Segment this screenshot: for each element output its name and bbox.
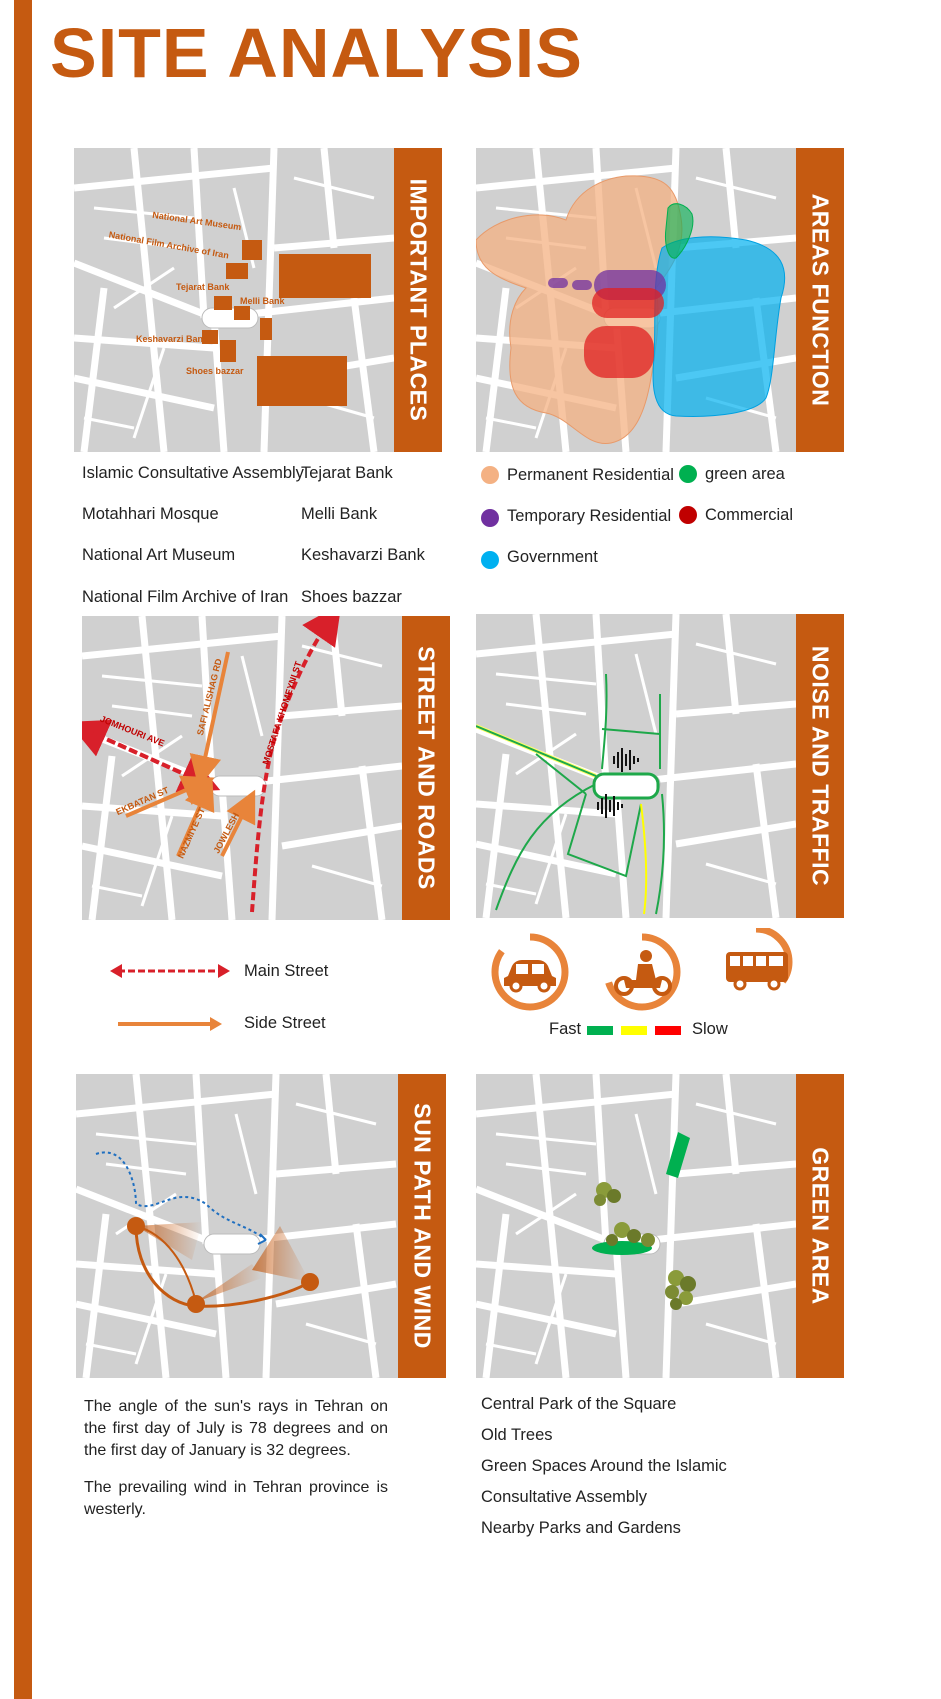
sun-angle-text: The angle of the sun's rays in Tehran on the first day of July is 78 degrees and on the first day of January is 32 degrees. bbox=[84, 1398, 388, 1459]
map-label-shoes: Shoes bazzar bbox=[186, 366, 244, 376]
legend-item: Shoes bazzar bbox=[301, 588, 402, 606]
map-label-jowlesh: JOWLESH bbox=[211, 811, 242, 855]
map-label-art-museum: National Art Museum bbox=[151, 209, 242, 233]
legend-dot-commercial bbox=[679, 506, 697, 524]
legend-item: Main Street bbox=[244, 962, 329, 980]
green-item: Green Spaces Around the Islamic bbox=[481, 1457, 727, 1475]
noise-traffic-map bbox=[476, 614, 796, 918]
legend-item: Permanent Residential bbox=[507, 466, 674, 484]
legend-dot-green bbox=[679, 465, 697, 483]
green-item: Central Park of the Square bbox=[481, 1395, 677, 1413]
tree-cluster-icon bbox=[665, 1270, 696, 1310]
building-marker bbox=[242, 240, 262, 260]
building-marker bbox=[257, 356, 347, 406]
green-item: Nearby Parks and Gardens bbox=[481, 1519, 681, 1537]
map-label-film-archive: National Film Archive of Iran bbox=[108, 229, 230, 261]
bus-icon bbox=[726, 952, 788, 989]
legend-item: Government bbox=[507, 548, 598, 566]
green-item: Consultative Assembly bbox=[481, 1488, 647, 1506]
tree-cluster-icon bbox=[594, 1182, 621, 1206]
areas-function-overlay bbox=[476, 148, 796, 452]
legend-item: Side Street bbox=[244, 1014, 326, 1032]
legend-item: Islamic Consultative Assembly bbox=[82, 464, 304, 482]
legend-item: Melli Bank bbox=[301, 505, 378, 523]
sun-wind-label: SUN PATH AND WIND bbox=[398, 1074, 446, 1378]
legend-item: Tejarat Bank bbox=[301, 464, 393, 482]
temporary-residential-zone bbox=[548, 278, 568, 288]
car-icon bbox=[504, 960, 556, 991]
map-label-melli: Melli Bank bbox=[240, 296, 285, 306]
sun-wind-overlay bbox=[76, 1074, 398, 1378]
speed-bar-slow bbox=[655, 1026, 681, 1035]
motorcycle-icon bbox=[616, 950, 670, 994]
legend-dot-temporary bbox=[481, 509, 499, 527]
temporary-residential-zone bbox=[572, 280, 592, 290]
green-area-overlay bbox=[476, 1074, 796, 1378]
map-label-tejarat: Tejarat Bank bbox=[176, 282, 230, 292]
important-places-map bbox=[74, 148, 394, 452]
wind-text: The prevailing wind in Tehran province is westerly. bbox=[84, 1479, 388, 1518]
legend-item: Commercial bbox=[705, 506, 794, 524]
legend-dot-government bbox=[481, 551, 499, 569]
speed-bar-fast bbox=[587, 1026, 613, 1035]
building-marker bbox=[226, 263, 248, 279]
legend-item: Keshavarzi Bank bbox=[301, 546, 425, 564]
important-places-overlay bbox=[74, 148, 394, 452]
sun-wind-map bbox=[76, 1074, 398, 1378]
noise-traffic-label: NOISE AND TRAFFIC bbox=[796, 614, 844, 918]
sound-wave-icon bbox=[614, 748, 638, 772]
map-label-nazmiye: NAZMIYE ST bbox=[175, 806, 207, 860]
important-places-label: IMPORTANT PLACES bbox=[394, 148, 442, 452]
left-accent-bar bbox=[14, 0, 32, 1699]
map-label-jomhouri: JOMHOURI AVE bbox=[98, 713, 166, 749]
map-label-keshavarzi: Keshavarzi Bank bbox=[136, 334, 209, 344]
green-area-map bbox=[476, 1074, 796, 1378]
legend-item: Temporary Residential bbox=[507, 507, 672, 525]
main-street-arrow bbox=[252, 620, 330, 912]
speed-bar-medium bbox=[621, 1026, 647, 1035]
main-street-arrow-icon bbox=[108, 960, 232, 982]
green-area-label: GREEN AREA bbox=[796, 1074, 844, 1378]
legend-dot-permanent bbox=[481, 466, 499, 484]
government-zone bbox=[653, 237, 785, 417]
commercial-zone bbox=[584, 326, 654, 378]
legend-item: National Film Archive of Iran bbox=[82, 588, 289, 606]
building-marker bbox=[234, 306, 250, 320]
vehicle-speed-icons bbox=[486, 928, 816, 1028]
green-item: Old Trees bbox=[481, 1426, 553, 1444]
street-roads-overlay bbox=[82, 616, 402, 920]
speed-fast-label: Fast bbox=[549, 1020, 582, 1038]
speed-slow-label: Slow bbox=[692, 1020, 728, 1038]
areas-function-map bbox=[476, 148, 796, 452]
map-label-mostafa: MOSTAFA KHOMEYNI ST bbox=[260, 660, 304, 766]
green-space-patch bbox=[666, 1132, 690, 1178]
legend-item: green area bbox=[705, 465, 785, 483]
noise-traffic-overlay bbox=[476, 614, 796, 918]
building-marker bbox=[279, 254, 371, 298]
building-marker bbox=[260, 318, 272, 340]
page-title: SITE ANALYSIS bbox=[50, 14, 583, 92]
legend-item: National Art Museum bbox=[82, 546, 236, 564]
map-label-ekbatan: EKBATAN ST bbox=[114, 784, 171, 818]
building-marker bbox=[214, 296, 232, 310]
street-roads-map bbox=[82, 616, 402, 920]
legend-item: Motahhari Mosque bbox=[82, 505, 219, 523]
building-marker bbox=[220, 340, 236, 362]
map-label-safi: SAFI ALISHAG RD bbox=[194, 657, 224, 737]
side-street-arrow-icon bbox=[114, 1014, 226, 1034]
street-roads-label: STREET AND ROADS bbox=[402, 616, 450, 920]
areas-function-label: AREAS FUNCTION bbox=[796, 148, 844, 452]
commercial-zone bbox=[592, 288, 664, 318]
